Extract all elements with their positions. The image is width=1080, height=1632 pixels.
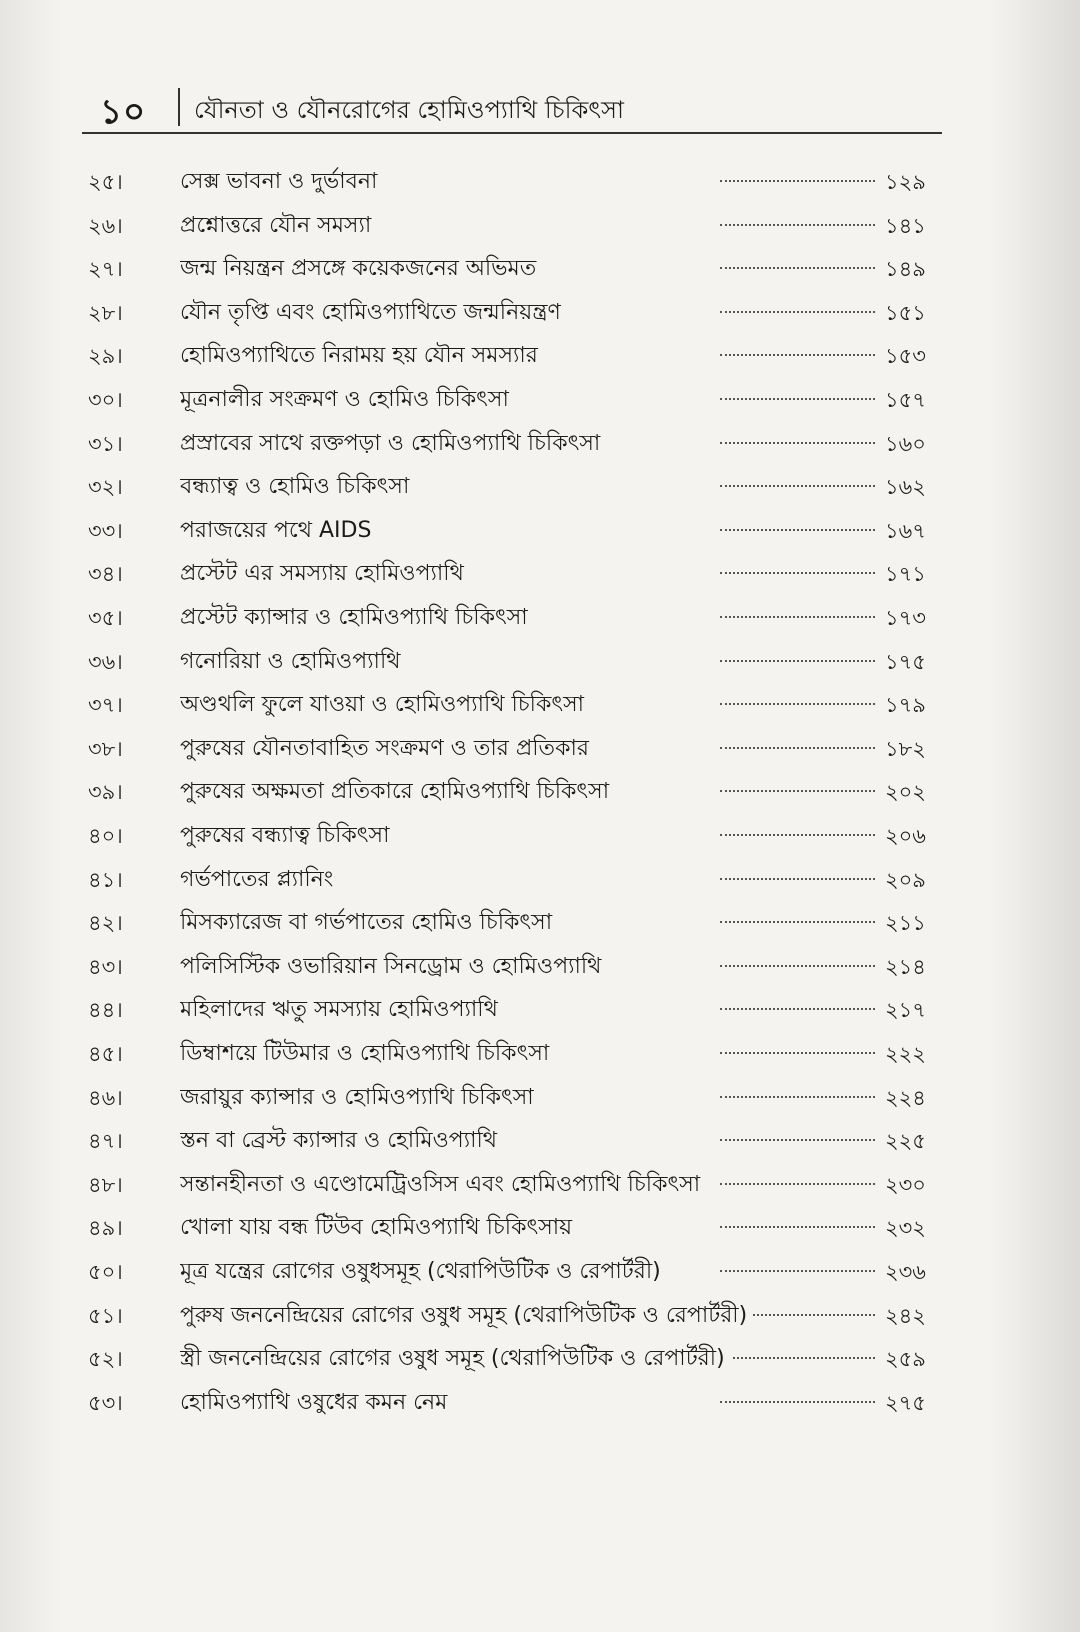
toc-entry-page: ২০২ <box>885 776 926 811</box>
toc-entry <box>0 465 1080 509</box>
dot-leader <box>720 267 875 269</box>
toc-entry-number: ২৯। <box>88 344 123 369</box>
toc-entry <box>0 640 1080 684</box>
toc-entry <box>0 596 1080 640</box>
toc-entry <box>0 334 1080 378</box>
toc-entry-page: ২৭৫ <box>885 1387 926 1422</box>
toc-entry-page: ১৫৩ <box>885 340 926 375</box>
toc-entry-title: স্তন বা ব্রেস্ট ক্যান্সার ও হোমিওপ্যাথি <box>180 1123 503 1160</box>
dot-leader <box>720 1139 875 1141</box>
toc-entry <box>0 727 1080 771</box>
toc-entry-title: হোমিওপ্যাথিতে নিরাময় হয় যৌন সমস্যার <box>180 338 544 375</box>
toc-entry <box>0 378 1080 422</box>
toc-entry-title: স্ত্রী জননেন্দ্রিয়ের রোগের ওষুধ সমূহ (থেরাপিউটিক ও রেপার্টরী) <box>180 1341 731 1378</box>
toc-entry-page: ১৪১ <box>885 210 926 245</box>
toc-entry-number: ৩০। <box>88 388 123 412</box>
toc-entry-title: মূত্র যন্ত্রের রোগের ওষুধসমূহ (থেরাপিউটিক ও রেপার্টরী) <box>180 1254 667 1291</box>
toc-entry-number: ৩৩। <box>88 518 123 543</box>
dot-leader <box>720 311 875 313</box>
page-header <box>82 86 942 134</box>
dot-leader <box>720 442 875 444</box>
toc-entry-page: ১৭৯ <box>885 689 926 724</box>
toc-entry-number: ৪১। <box>88 867 123 892</box>
toc-entry-page: ১৪৯ <box>885 253 926 288</box>
dot-leader <box>720 703 875 705</box>
toc-entry-number: ৩১। <box>88 431 123 456</box>
toc-entry-page: ১৮২ <box>885 733 926 768</box>
toc-entry-title: জন্ম নিয়ন্ত্রন প্রসঙ্গে কয়েকজনের অভিমত <box>180 251 542 288</box>
toc-entry-number: ৪৩। <box>88 954 123 979</box>
toc-entry-number: ৪০। <box>88 824 123 848</box>
header-divider <box>178 88 180 126</box>
toc-entry <box>0 160 1080 204</box>
toc-entry-page: ১৬৭ <box>885 515 926 550</box>
toc-entry <box>0 1119 1080 1163</box>
toc-entry-title: ডিম্বাশয়ে টিউমার ও হোমিওপ্যাথি চিকিৎসা <box>180 1036 555 1073</box>
dot-leader <box>720 1183 875 1185</box>
toc-entry <box>0 1294 1080 1338</box>
toc-entry-page: ১৫৭ <box>885 384 926 419</box>
toc-entry-title: মহিলাদের ঋতু সমস্যায় হোমিওপ্যাথি <box>180 992 504 1029</box>
toc-entry-title: পুরুষের বন্ধ্যাত্ব চিকিৎসা <box>180 818 395 855</box>
toc-entry-number: ২৫। <box>88 170 123 194</box>
toc-entry <box>0 683 1080 727</box>
toc-entry <box>0 1163 1080 1207</box>
toc-entry-number: ৪২। <box>88 911 123 936</box>
dot-leader <box>720 747 875 749</box>
toc-entry-page: ২২৪ <box>885 1082 926 1117</box>
toc-entry-page: ২২২ <box>885 1038 926 1073</box>
toc-entry-title: পলিসিস্টিক ওভারিয়ান সিনড্রোম ও হোমিওপ্যাথি <box>180 949 607 986</box>
toc-entry <box>0 901 1080 945</box>
toc-entry <box>0 291 1080 335</box>
toc-entry <box>0 1032 1080 1076</box>
toc-entry-number: ৪৭। <box>88 1129 123 1154</box>
toc-entry <box>0 509 1080 553</box>
toc-entry-page: ১২৯ <box>885 166 926 201</box>
dot-leader <box>720 1401 875 1403</box>
dot-leader <box>720 1008 875 1010</box>
toc-entry-title: পুরুষের যৌনতাবাহিত সংক্রমণ ও তার প্রতিকার <box>180 731 595 768</box>
toc-entry-title: সন্তানহীনতা ও এণ্ডোমেট্রিওসিস এবং হোমিওপ্যাথি চিকিৎসা <box>180 1167 706 1204</box>
toc-entry-number: ৪৫। <box>88 1042 123 1066</box>
dot-leader <box>720 529 875 531</box>
book-title: যৌনতা ও যৌনরোগের হোমিওপ্যাথি চিকিৎসা <box>194 96 624 124</box>
toc-entry <box>0 1250 1080 1294</box>
toc-entry-page: ২১১ <box>885 907 926 942</box>
dot-leader <box>720 485 875 487</box>
toc-entry-page: ১৬২ <box>885 471 926 506</box>
toc-entry-page: ২৩২ <box>885 1212 926 1247</box>
toc-entry-number: ২৮। <box>88 300 123 325</box>
toc-entry-page: ২৪২ <box>885 1300 926 1335</box>
toc-entry-page: ২২৫ <box>885 1125 926 1160</box>
toc-entry-title: যৌন তৃপ্তি এবং হোমিওপ্যাথিতে জন্মনিয়ন্ত্রণ <box>180 295 567 332</box>
toc-entry-number: ৫২। <box>88 1347 123 1372</box>
dot-leader <box>720 1270 875 1272</box>
toc-entry-title: খোলা যায় বন্ধ টিউব হোমিওপ্যাথি চিকিৎসায় <box>180 1210 578 1247</box>
toc-entry <box>0 422 1080 466</box>
toc-entry-page: ১৫১ <box>885 297 926 332</box>
dot-leader <box>720 1226 875 1228</box>
toc-entry-number: ৩২। <box>88 475 123 500</box>
toc-entry <box>0 1206 1080 1250</box>
toc-entry <box>0 945 1080 989</box>
toc-entry-title: গর্ভপাতের প্ল্যানিং <box>180 862 339 899</box>
dot-leader <box>720 921 875 923</box>
toc-entry-number: ৫৩। <box>88 1390 123 1415</box>
toc-entry-number: ৪৬। <box>88 1085 123 1110</box>
toc-entry <box>0 1381 1080 1425</box>
toc-entry-title: বন্ধ্যাত্ব ও হোমিও চিকিৎসা <box>180 469 415 506</box>
toc-entry-title: মূত্রনালীর সংক্রমণ ও হোমিও চিকিৎসা <box>180 382 515 419</box>
toc-entry-title: প্রস্টেট ক্যান্সার ও হোমিওপ্যাথি চিকিৎসা <box>180 600 534 637</box>
toc-entry <box>0 204 1080 248</box>
toc-entry <box>0 247 1080 291</box>
toc-entry-page: ২১৪ <box>885 951 926 986</box>
dot-leader <box>720 965 875 967</box>
dot-leader <box>720 834 875 836</box>
toc-entry-page: ২০৯ <box>885 864 926 899</box>
dot-leader <box>720 354 875 356</box>
toc-entry-title: মিসক্যারেজ বা গর্ভপাতের হোমিও চিকিৎসা <box>180 905 558 942</box>
toc-entry <box>0 814 1080 858</box>
toc-entry-page: ২৩০ <box>885 1169 926 1204</box>
toc-entry-number: ৫০। <box>88 1260 123 1284</box>
dot-leader <box>720 572 875 574</box>
toc-entry-number: ৪৪। <box>88 998 123 1023</box>
toc-entry-title: জরায়ুর ক্যান্সার ও হোমিওপ্যাথি চিকিৎসা <box>180 1080 540 1117</box>
toc-entry-number: ৩৬। <box>88 649 123 674</box>
toc-entry-page: ১৭৫ <box>885 646 926 681</box>
toc-entry-page: ২১৭ <box>885 994 926 1029</box>
toc-entry <box>0 988 1080 1032</box>
toc-entry-title: পুরুষ জননেন্দ্রিয়ের রোগের ওষুধ সমূহ (থেরাপিউটিক ও রেপার্টরী) <box>180 1298 753 1335</box>
dot-leader <box>720 616 875 618</box>
toc-entry-title: পরাজয়ের পথে AIDS <box>180 513 377 550</box>
dot-leader <box>720 878 875 880</box>
toc-entry-number: ৩৯। <box>88 780 123 805</box>
toc-entry-page: ২০৬ <box>885 820 926 855</box>
toc-entry-page: ১৭৩ <box>885 602 926 637</box>
toc-entry-number: ৪৯। <box>88 1216 123 1241</box>
toc-entry-number: ৫১। <box>88 1303 123 1328</box>
dot-leader <box>720 180 875 182</box>
toc-entry-title: প্রশ্নোত্তরে যৌন সমস্যা <box>180 208 377 245</box>
toc-entry-title: প্রস্রাবের সাথে রক্তপড়া ও হোমিওপ্যাথি চিকিৎসা <box>180 426 606 463</box>
toc-entry-number: ৩৪। <box>88 562 123 587</box>
toc-entry-page: ২৫৯ <box>885 1343 926 1378</box>
dot-leader <box>720 398 875 400</box>
dot-leader <box>720 224 875 226</box>
toc-entry-number: ৩৫। <box>88 606 123 630</box>
dot-leader <box>720 1052 875 1054</box>
toc-entry-title: গনোরিয়া ও হোমিওপ্যাথি <box>180 644 406 681</box>
toc-entry-number: ২৭। <box>88 257 123 282</box>
dot-leader <box>720 660 875 662</box>
toc-entry-title: হোমিওপ্যাথি ওষুধের কমন নেম <box>180 1385 453 1422</box>
toc-entry-number: ৪৮। <box>88 1172 123 1197</box>
toc-entry-page: ১৭১ <box>885 558 926 593</box>
toc-entry <box>0 770 1080 814</box>
toc-entry-page: ২৩৬ <box>885 1256 926 1291</box>
toc-entry-title: সেক্স ভাবনা ও দুর্ভাবনা <box>180 164 383 201</box>
toc-entry <box>0 552 1080 596</box>
toc-entry-number: ২৬। <box>88 213 123 238</box>
toc-entry-number: ৩৮। <box>88 736 123 761</box>
toc-entry-number: ৩৭। <box>88 693 123 718</box>
toc-entry-title: প্রস্টেট এর সমস্যায় হোমিওপ্যাথি <box>180 556 470 593</box>
dot-leader <box>720 790 875 792</box>
page-number: ১০ <box>100 92 147 132</box>
toc-entry <box>0 858 1080 902</box>
toc-entry <box>0 1337 1080 1381</box>
toc-entry-title: অণ্ডথলি ফুলে যাওয়া ও হোমিওপ্যাথি চিকিৎসা <box>180 687 590 724</box>
toc-entry-page: ১৬০ <box>885 428 926 463</box>
toc-entry <box>0 1076 1080 1120</box>
dot-leader <box>720 1357 875 1359</box>
toc-entry-title: পুরুষের অক্ষমতা প্রতিকারে হোমিওপ্যাথি চিকিৎসা <box>180 774 615 811</box>
dot-leader <box>720 1096 875 1098</box>
